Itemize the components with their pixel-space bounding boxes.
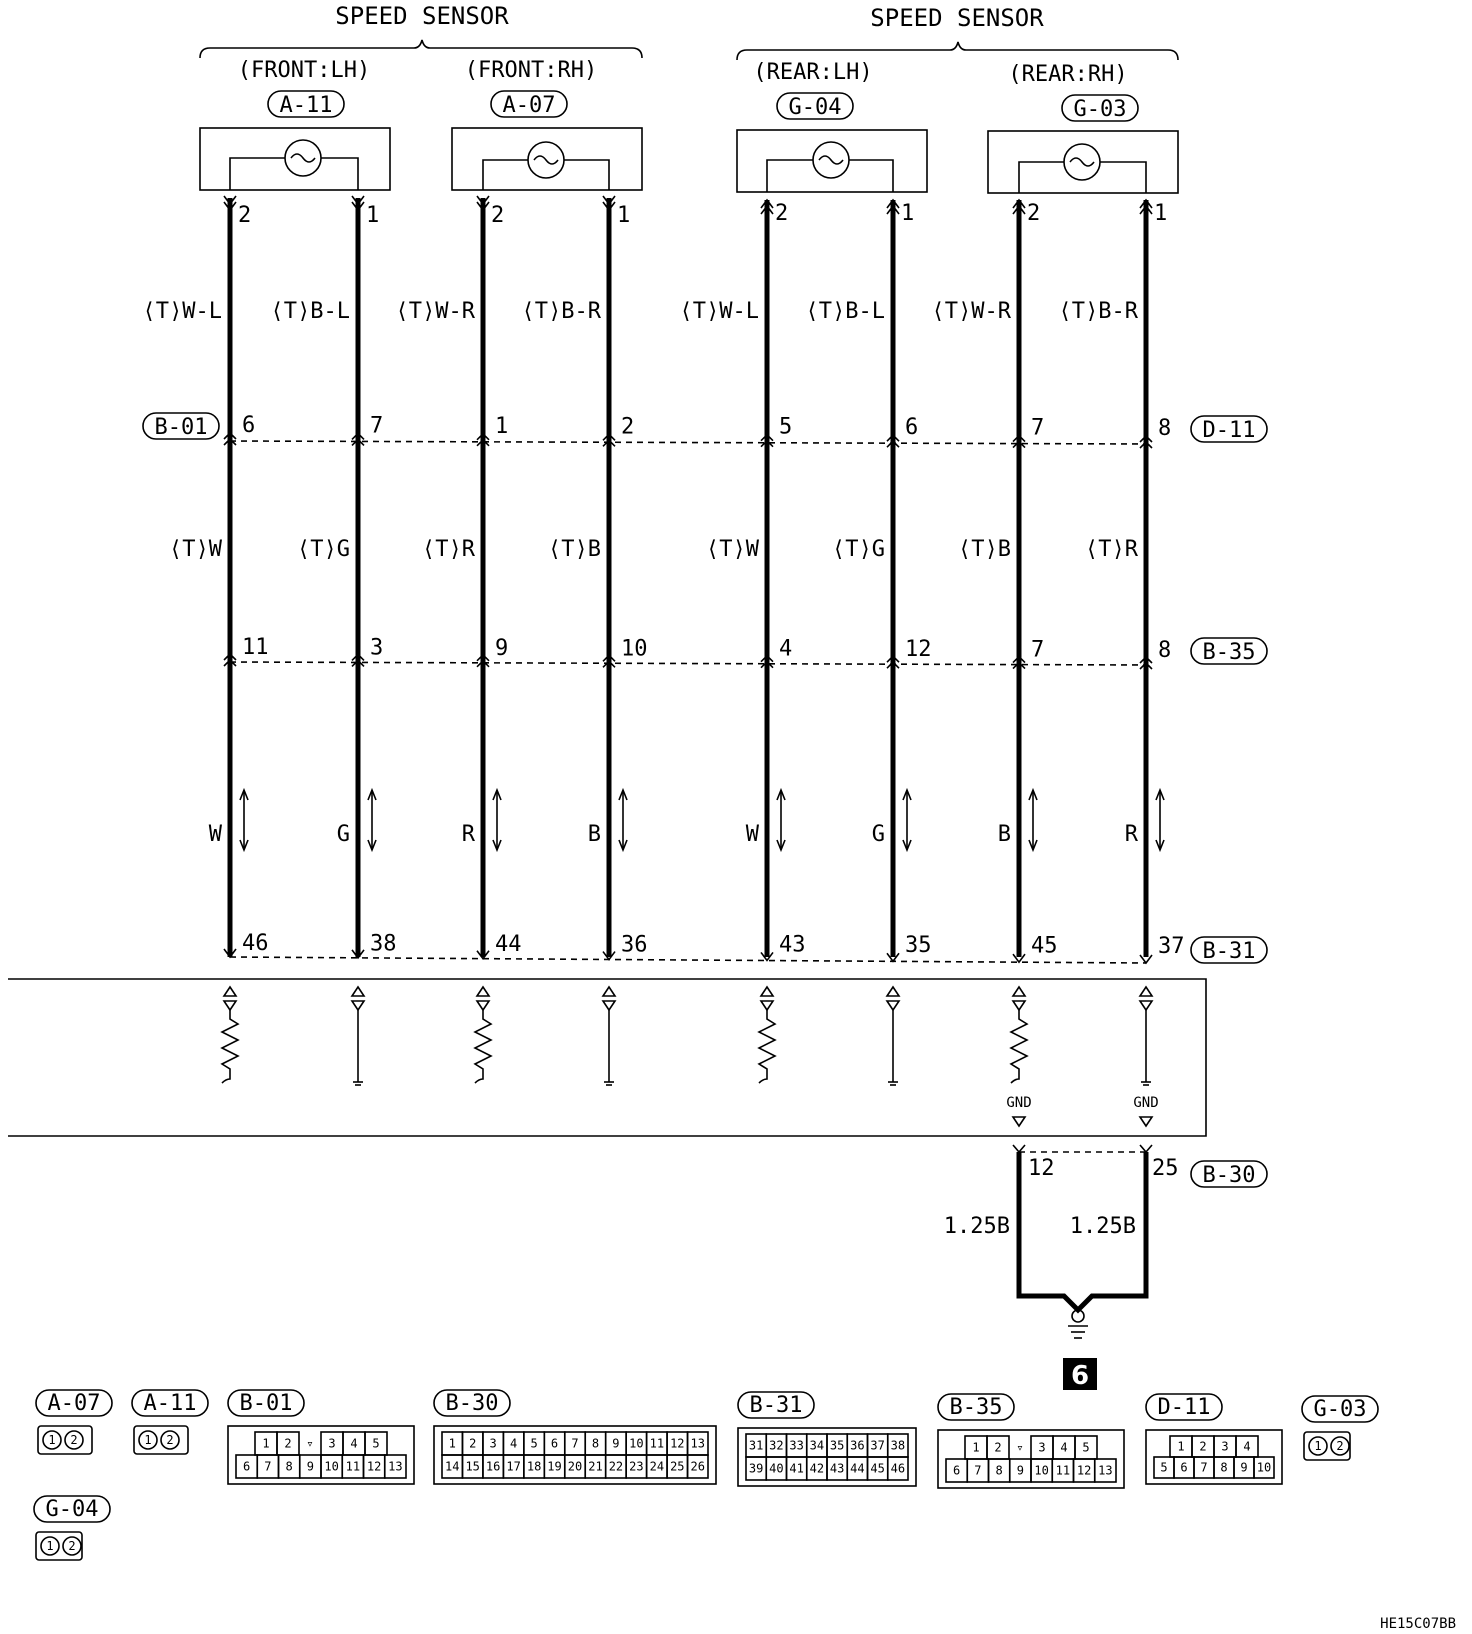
svg-text:B-30: B-30 (1202, 1163, 1256, 1188)
svg-text:A-07: A-07 (47, 1391, 101, 1416)
front-rh-sensor (452, 128, 642, 190)
svg-text:9: 9 (1016, 1463, 1024, 1478)
connector-id-a07 (491, 91, 567, 118)
sensor-pin-number: 1 (617, 203, 631, 228)
svg-text:B-30: B-30 (445, 1391, 499, 1416)
wire-column (143, 196, 269, 1083)
svg-text:6: 6 (953, 1463, 961, 1478)
ecu-pin-number: 35 (905, 933, 932, 959)
svg-text:22: 22 (608, 1459, 624, 1474)
svg-text:1: 1 (972, 1440, 980, 1455)
ground-point-number (1063, 1358, 1097, 1391)
svg-text:10: 10 (324, 1459, 339, 1474)
ecu-pin-number: 38 (370, 931, 397, 957)
junction-pin-number: 10 (621, 636, 648, 662)
svg-text:10: 10 (1034, 1463, 1049, 1478)
twisted-wire-label: ⟨T⟩W-R (395, 299, 475, 324)
svg-text:25: 25 (670, 1459, 685, 1474)
twisted-wire-label: ⟨T⟩W (706, 537, 759, 562)
svg-text:14: 14 (445, 1459, 460, 1474)
svg-text:2: 2 (166, 1433, 174, 1447)
svg-text:13: 13 (1098, 1463, 1113, 1478)
svg-text:3: 3 (489, 1436, 497, 1451)
svg-text:5: 5 (372, 1436, 380, 1451)
svg-text:11: 11 (649, 1436, 665, 1451)
wire-color-label: B (587, 822, 601, 847)
svg-text:46: 46 (890, 1461, 906, 1476)
wire-column (271, 196, 397, 1085)
svg-text:44: 44 (850, 1461, 865, 1476)
svg-text:B-01: B-01 (154, 415, 208, 440)
svg-text:2: 2 (469, 1436, 477, 1451)
gnd-arrow (1013, 1117, 1025, 1126)
svg-text:36: 36 (850, 1438, 865, 1453)
ecu-pin-number: 46 (242, 931, 269, 956)
wire-column (396, 196, 522, 1083)
svg-text:8: 8 (995, 1463, 1003, 1478)
svg-text:D-11: D-11 (1202, 418, 1256, 443)
svg-text:10: 10 (1256, 1460, 1272, 1475)
svg-text:1: 1 (448, 1436, 456, 1451)
svg-text:A-11: A-11 (143, 1391, 197, 1416)
connector-face-a-07 (36, 1390, 112, 1454)
svg-text:B-35: B-35 (1202, 640, 1256, 665)
wire-column (1059, 200, 1185, 1085)
svg-text:▿: ▿ (1016, 1440, 1024, 1455)
wire-color-label: G (871, 822, 885, 847)
svg-text:8: 8 (1220, 1460, 1228, 1475)
ecu-pin-number: 37 (1158, 934, 1185, 959)
svg-text:9: 9 (306, 1459, 314, 1474)
svg-text:13: 13 (690, 1436, 705, 1451)
sensor-side-label: (FRONT:RH) (464, 58, 598, 83)
twisted-wire-label: ⟨T⟩B-L (270, 299, 350, 324)
svg-text:37: 37 (870, 1438, 885, 1453)
gnd-label: GND (1006, 1095, 1032, 1111)
svg-text:35: 35 (829, 1438, 845, 1453)
junction-pin-number: 9 (495, 635, 509, 661)
svg-text:B-01: B-01 (239, 1391, 293, 1416)
svg-text:26: 26 (690, 1459, 705, 1474)
junction-pin-number: 6 (905, 415, 919, 441)
svg-text:12: 12 (366, 1459, 382, 1474)
ecu-pin-number: 43 (779, 932, 806, 958)
svg-text:23: 23 (629, 1459, 644, 1474)
junction-label-b31 (1191, 937, 1267, 964)
svg-text:5: 5 (1160, 1460, 1168, 1475)
ecu-pin-number: 36 (621, 932, 648, 958)
wire-color-label: R (1124, 822, 1138, 847)
svg-text:10: 10 (629, 1436, 644, 1451)
junction-label-b35 (1191, 638, 1267, 665)
figure-code: HE15C07BB (1380, 1616, 1456, 1632)
rear-lh-sensor (737, 130, 927, 192)
sensor-pin-number: 2 (1027, 201, 1041, 226)
rear-speed-sensor-title: SPEED SENSOR (870, 4, 1044, 32)
svg-text:19: 19 (547, 1459, 562, 1474)
svg-text:1: 1 (46, 1539, 54, 1553)
junction-pin-number: 4 (779, 636, 793, 662)
svg-text:3: 3 (328, 1436, 336, 1451)
front-brace (200, 40, 642, 58)
twisted-wire-label: ⟨T⟩W (169, 537, 222, 562)
svg-text:2: 2 (68, 1539, 76, 1553)
twisted-wire-label: ⟨T⟩G (297, 537, 350, 562)
junction-pin-number: 8 (1158, 416, 1172, 441)
svg-text:11: 11 (345, 1459, 361, 1474)
sensor-side-label: (FRONT:LH) (237, 58, 371, 83)
wire-color-label: R (461, 822, 475, 847)
wire-color-label: W (745, 822, 759, 847)
svg-text:2: 2 (1199, 1439, 1207, 1454)
ground-wire-label: 1.25B (1069, 1214, 1136, 1239)
connector-face-b-01 (228, 1390, 414, 1484)
connector-face-views (34, 1390, 1378, 1560)
connector-face-b-35 (938, 1394, 1124, 1488)
twisted-wire-label: ⟨T⟩B-R (521, 299, 601, 324)
wire-columns (143, 196, 1185, 1085)
svg-text:41: 41 (789, 1461, 804, 1476)
rear-rh-sensor (988, 131, 1178, 193)
svg-text:9: 9 (1240, 1460, 1248, 1475)
twisted-wire-label: ⟨T⟩B (548, 537, 601, 562)
ecu-pin-number: 44 (495, 931, 522, 957)
connector-face-b-30 (434, 1390, 716, 1484)
svg-text:5: 5 (530, 1436, 538, 1451)
sensor-pin-number: 1 (901, 201, 915, 226)
svg-text:8: 8 (285, 1459, 293, 1474)
svg-text:D-11: D-11 (1157, 1395, 1211, 1420)
svg-text:3: 3 (1038, 1440, 1046, 1455)
svg-text:4: 4 (350, 1436, 358, 1451)
connector-face-b-31 (738, 1392, 916, 1486)
ground-pin-number: 25 (1152, 1156, 1179, 1181)
junction-label-b30 (1191, 1161, 1267, 1188)
svg-text:G-04: G-04 (788, 95, 842, 120)
junction-pin-number: 11 (242, 635, 269, 660)
svg-text:G-04: G-04 (45, 1497, 99, 1522)
svg-text:7: 7 (1200, 1460, 1208, 1475)
svg-text:8: 8 (591, 1436, 600, 1451)
svg-text:1: 1 (1177, 1439, 1185, 1454)
wire-color-label: B (997, 822, 1011, 847)
junction-pin-number: 5 (779, 414, 793, 440)
svg-text:31: 31 (748, 1438, 764, 1453)
svg-text:1: 1 (1314, 1439, 1322, 1453)
svg-text:12: 12 (670, 1436, 685, 1451)
ground-wire-label: 1.25B (943, 1214, 1010, 1239)
sensor-pin-number: 2 (775, 201, 789, 226)
svg-text:B-31: B-31 (749, 1393, 803, 1418)
svg-text:42: 42 (809, 1461, 825, 1476)
junction-pin-number: 7 (1031, 637, 1045, 663)
svg-text:43: 43 (829, 1461, 845, 1476)
svg-text:33: 33 (789, 1438, 804, 1453)
junction-pin-number: 3 (370, 635, 384, 661)
connector-face-g-04 (34, 1496, 110, 1560)
svg-text:G-03: G-03 (1073, 97, 1127, 122)
twisted-wire-label: ⟨T⟩B-R (1058, 299, 1138, 324)
abs-ecu-box (8, 979, 1206, 1136)
svg-text:1: 1 (48, 1433, 56, 1447)
svg-text:1: 1 (144, 1433, 152, 1447)
twisted-wire-label: ⟨T⟩G (832, 537, 885, 562)
wire-column (806, 200, 932, 1085)
gnd-arrow (1140, 1117, 1152, 1126)
svg-text:24: 24 (649, 1459, 665, 1474)
svg-text:B-35: B-35 (949, 1395, 1003, 1420)
svg-text:G-03: G-03 (1313, 1397, 1367, 1422)
svg-text:3: 3 (1221, 1439, 1229, 1454)
junction-pin-number: 1 (495, 413, 509, 439)
connector-id-a11 (268, 91, 344, 118)
wire-column (932, 200, 1058, 1083)
svg-text:B-31: B-31 (1202, 939, 1256, 964)
junction-pin-number: 12 (905, 637, 932, 663)
svg-text:4: 4 (1060, 1440, 1068, 1455)
svg-text:20: 20 (567, 1459, 583, 1474)
svg-text:7: 7 (571, 1436, 579, 1451)
svg-text:A-11: A-11 (279, 93, 333, 118)
ecu-pin-number: 45 (1031, 933, 1058, 959)
front-speed-sensor-title: SPEED SENSOR (335, 2, 509, 30)
svg-text:7: 7 (264, 1459, 272, 1474)
junction-label-d11 (1191, 416, 1267, 443)
wire-column (680, 200, 806, 1083)
svg-text:2: 2 (1336, 1439, 1344, 1453)
svg-text:18: 18 (526, 1459, 542, 1474)
svg-text:32: 32 (769, 1438, 784, 1453)
svg-text:11: 11 (1055, 1463, 1071, 1478)
svg-text:4: 4 (1243, 1439, 1251, 1454)
svg-text:5: 5 (1082, 1440, 1090, 1455)
rear-brace (737, 42, 1178, 60)
svg-text:7: 7 (974, 1463, 982, 1478)
connector-id-g04 (777, 93, 853, 120)
b31-junction-line (230, 957, 1146, 963)
svg-text:16: 16 (485, 1459, 501, 1474)
svg-text:6: 6 (1180, 1460, 1188, 1475)
connector-face-g-03 (1302, 1396, 1378, 1460)
ground-pin-number: 12 (1028, 1156, 1055, 1181)
twisted-wire-label: ⟨T⟩W-L (679, 299, 759, 324)
junction-pin-number: 8 (1158, 638, 1172, 663)
sensor-pin-number: 2 (491, 203, 505, 228)
svg-text:9: 9 (612, 1436, 620, 1451)
svg-text:2: 2 (70, 1433, 78, 1447)
gnd-label: GND (1133, 1095, 1159, 1111)
connector-face-d-11 (1146, 1394, 1282, 1484)
svg-text:13: 13 (388, 1459, 403, 1474)
svg-text:21: 21 (588, 1459, 603, 1474)
svg-text:6: 6 (243, 1459, 251, 1474)
sensor-side-label: (REAR:LH) (753, 60, 873, 85)
svg-text:2: 2 (284, 1436, 292, 1451)
svg-text:40: 40 (769, 1461, 784, 1476)
twisted-wire-label: ⟨T⟩W-L (142, 299, 222, 324)
twisted-wire-label: ⟨T⟩B-L (805, 299, 885, 324)
svg-text:▿: ▿ (306, 1436, 314, 1451)
twisted-wire-label: ⟨T⟩R (422, 537, 475, 562)
svg-text:6: 6 (1070, 1361, 1090, 1391)
junction-pin-number: 6 (242, 413, 256, 438)
connector-id-g03 (1062, 95, 1138, 122)
twisted-wire-label: ⟨T⟩B (958, 537, 1011, 562)
svg-text:34: 34 (809, 1438, 825, 1453)
junction-pin-number: 2 (621, 414, 635, 440)
svg-text:A-07: A-07 (502, 93, 556, 118)
b01-d11-junction-line (230, 441, 1146, 444)
wire-color-label: G (336, 822, 350, 847)
sensor-pin-number: 2 (238, 203, 252, 228)
sensor-pin-number: 1 (1154, 201, 1168, 226)
svg-text:12: 12 (1076, 1463, 1092, 1478)
twisted-wire-label: ⟨T⟩W-R (931, 299, 1011, 324)
svg-text:45: 45 (870, 1461, 885, 1476)
sensor-pin-number: 1 (366, 203, 380, 228)
svg-text:4: 4 (509, 1436, 518, 1451)
svg-text:38: 38 (890, 1438, 906, 1453)
b35-junction-line (230, 662, 1146, 665)
svg-text:15: 15 (465, 1459, 480, 1474)
svg-text:17: 17 (506, 1459, 521, 1474)
sensor-side-label: (REAR:RH) (1008, 62, 1128, 87)
wire-column (522, 196, 648, 1085)
connector-face-a-11 (132, 1390, 208, 1454)
svg-text:1: 1 (262, 1436, 270, 1451)
twisted-wire-label: ⟨T⟩R (1085, 537, 1138, 562)
junction-label-b01 (143, 413, 219, 440)
junction-pin-number: 7 (1031, 415, 1045, 441)
junction-pin-number: 7 (370, 413, 384, 439)
wire-color-label: W (208, 822, 222, 847)
svg-text:39: 39 (748, 1461, 764, 1476)
svg-text:2: 2 (994, 1440, 1002, 1455)
front-lh-sensor (200, 128, 390, 190)
svg-text:6: 6 (550, 1436, 559, 1451)
